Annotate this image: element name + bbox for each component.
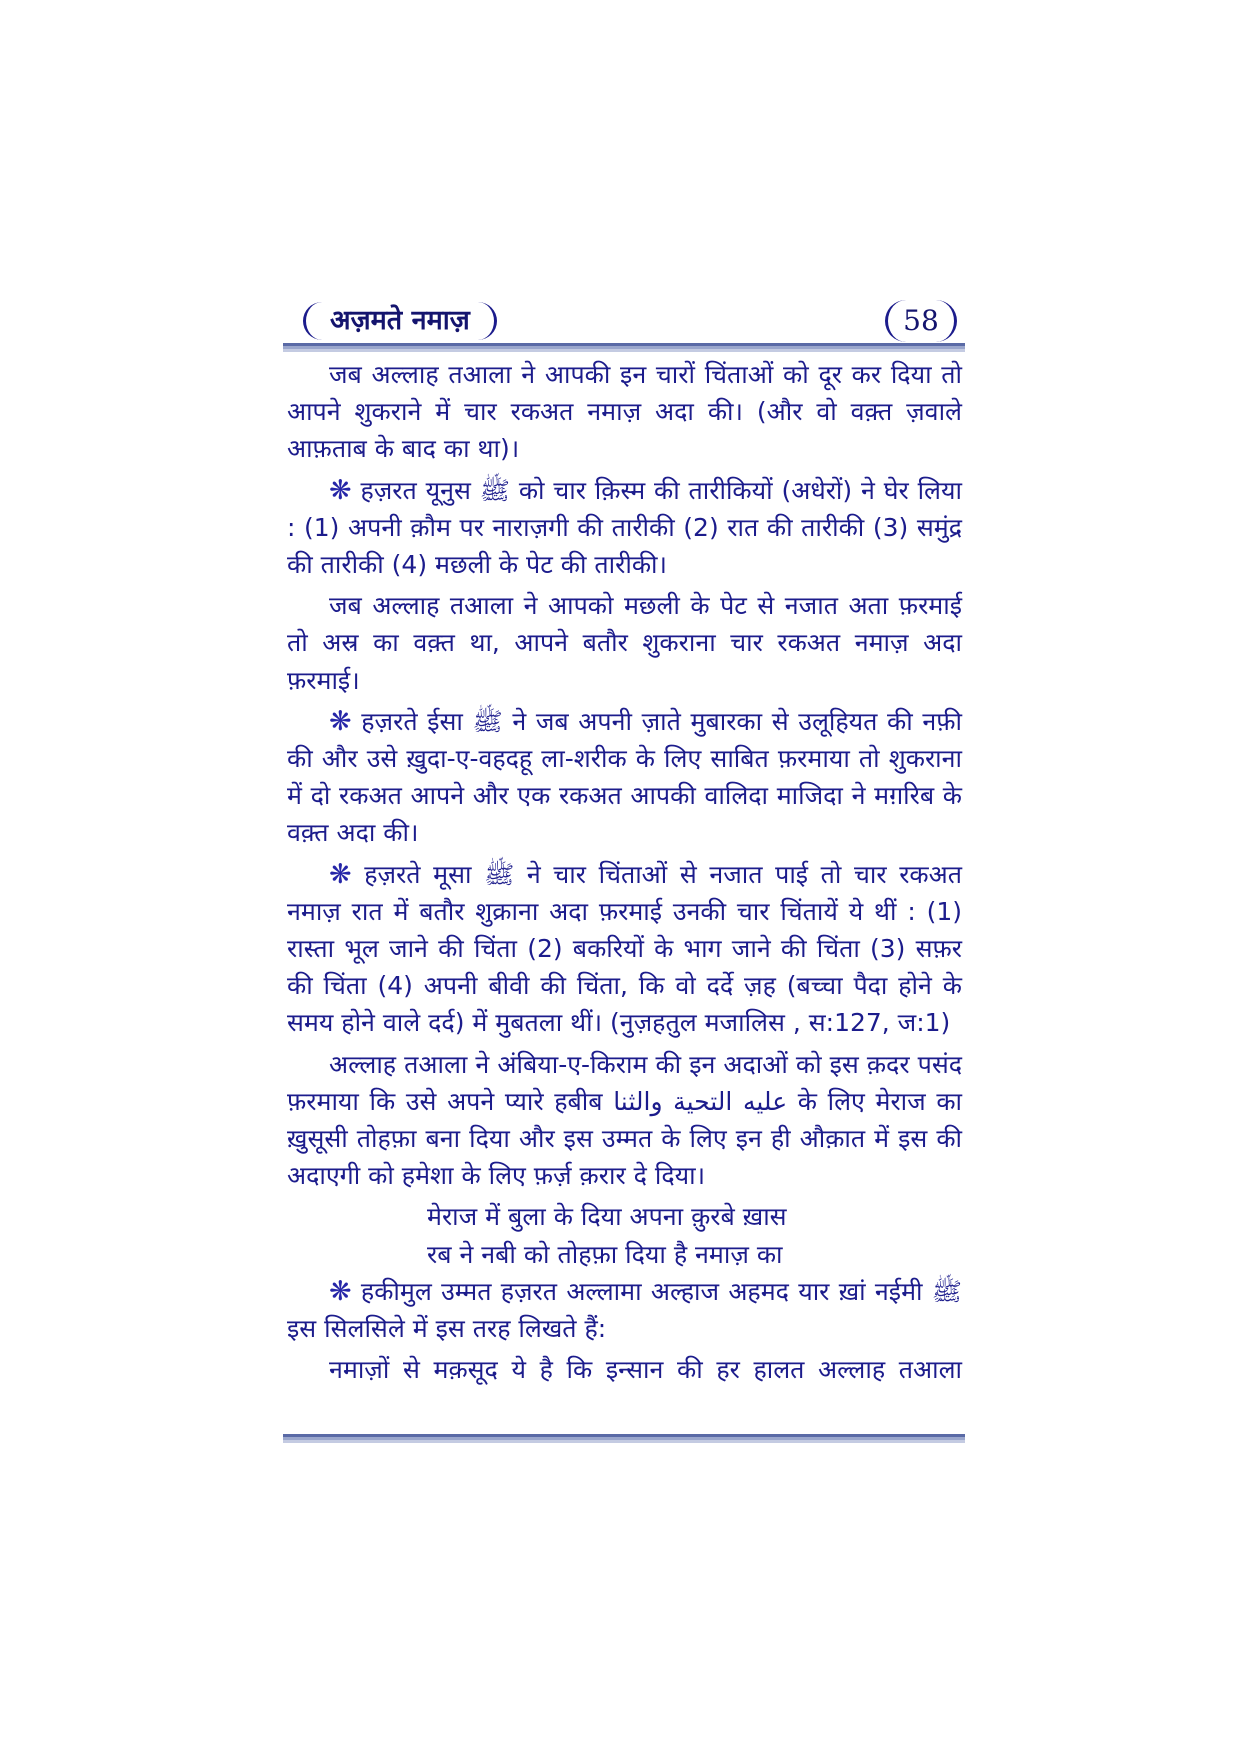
verse-line: मेराज में बुला के दिया अपना क़ुरबे ख़ास [427, 1202, 787, 1232]
flower-bullet-icon: ❋ [329, 858, 352, 890]
paragraph: ❋ हज़रते मूसा ﷺ ने चार चिंताओं से नजात पाई तो चार रकअत नमाज़ रात में बतौर शुक्राना अदा फ़रमाई उनकी चार चिंतायें ये थीं : (1) रास्ता भूल जाने की चिंता (2) बकरियों के भाग जाने की चिंता (3) सफ़र की चिंता (4) अपनी बीवी की चिंता, कि वो दर्दे ज़ह (बच्चा पैदा होने के समय होने वाले दर्द) में मुबतला थीं। (नुज़हतुल मजालिस , स:127, ज:1) [287, 858, 962, 1038]
flower-bullet-icon: ❋ [329, 474, 352, 506]
paragraph: ❋ हज़रते ईसा ﷺ ने जब अपनी ज़ाते मुबारका से उलूहियत की नफ़ी की और उसे ख़ुदा-ए-वहदहू ला-शरीक के लिए साबित फ़रमाया तो शुकराना में दो रकअत आपने और एक रकअत आपकी वालिदा माजिदा ने मग़रिब के वक़्त अदा की। [287, 705, 962, 848]
verse-line: रब ने नबी को तोहफ़ा दिया है नमाज़ का [427, 1239, 783, 1269]
footer-rule [283, 1434, 965, 1437]
body-text [287, 356, 962, 1392]
paragraph: जब अल्लाह तआला ने आपको मछली के पेट से नजात अता फ़रमाई तो अस्र का वक़्त था, आपने बतौर शुकराना चार रकअत नमाज़ अदा फ़रमाई। [287, 591, 962, 695]
flower-bullet-icon: ❋ [329, 705, 352, 737]
paragraph: अल्लाह तआला ने अंबिया-ए-किराम की इन अदाओं को इस क़दर पसंद फ़रमाया कि उसे अपने प्यारे हबीब عليه التحية والثنا के लिए मेराज का ख़ुसूसी तोहफ़ा बना दिया और इस उम्मत के लिए इन ही औक़ात में इस की अदाएगी को हमेशा के लिए फ़र्ज़ क़रार दे दिया। [287, 1049, 962, 1191]
paragraph: जब अल्लाह तआला ने आपकी इन चारों चिंताओं को दूर कर दिया तो आपने शुकराने में चार रकअत नमाज़ अदा की। (और वो वक़्त ज़वाले आफ़ताब के बाद का था)। [287, 360, 962, 464]
paragraph: ❋ हज़रत यूनुस ﷺ को चार क़िस्म की तारीकियों (अधेरों) ने घेर लिया : (1) अपनी क़ौम पर नाराज़गी की तारीकी (2) रात की तारीकी (3) समुंद्र की तारीकी (4) मछली के पेट की तारीकी। [287, 474, 962, 580]
running-title: अज़मते नमाज़ [303, 302, 497, 340]
flower-bullet-icon: ❋ [329, 1275, 352, 1307]
header-rule [283, 343, 965, 346]
paragraph: ❋ हकीमुल उम्मत हज़रत अल्लामा अल्हाज अहमद यार ख़ां नईमी ﷺ इस सिलसिले में इस तरह लिखते हैं: [287, 1275, 962, 1344]
page-number: 58 [885, 300, 957, 342]
paragraph: नमाज़ों से मक़सूद ये है कि इन्सान की हर हालत अल्लाह तआला [329, 1355, 962, 1385]
